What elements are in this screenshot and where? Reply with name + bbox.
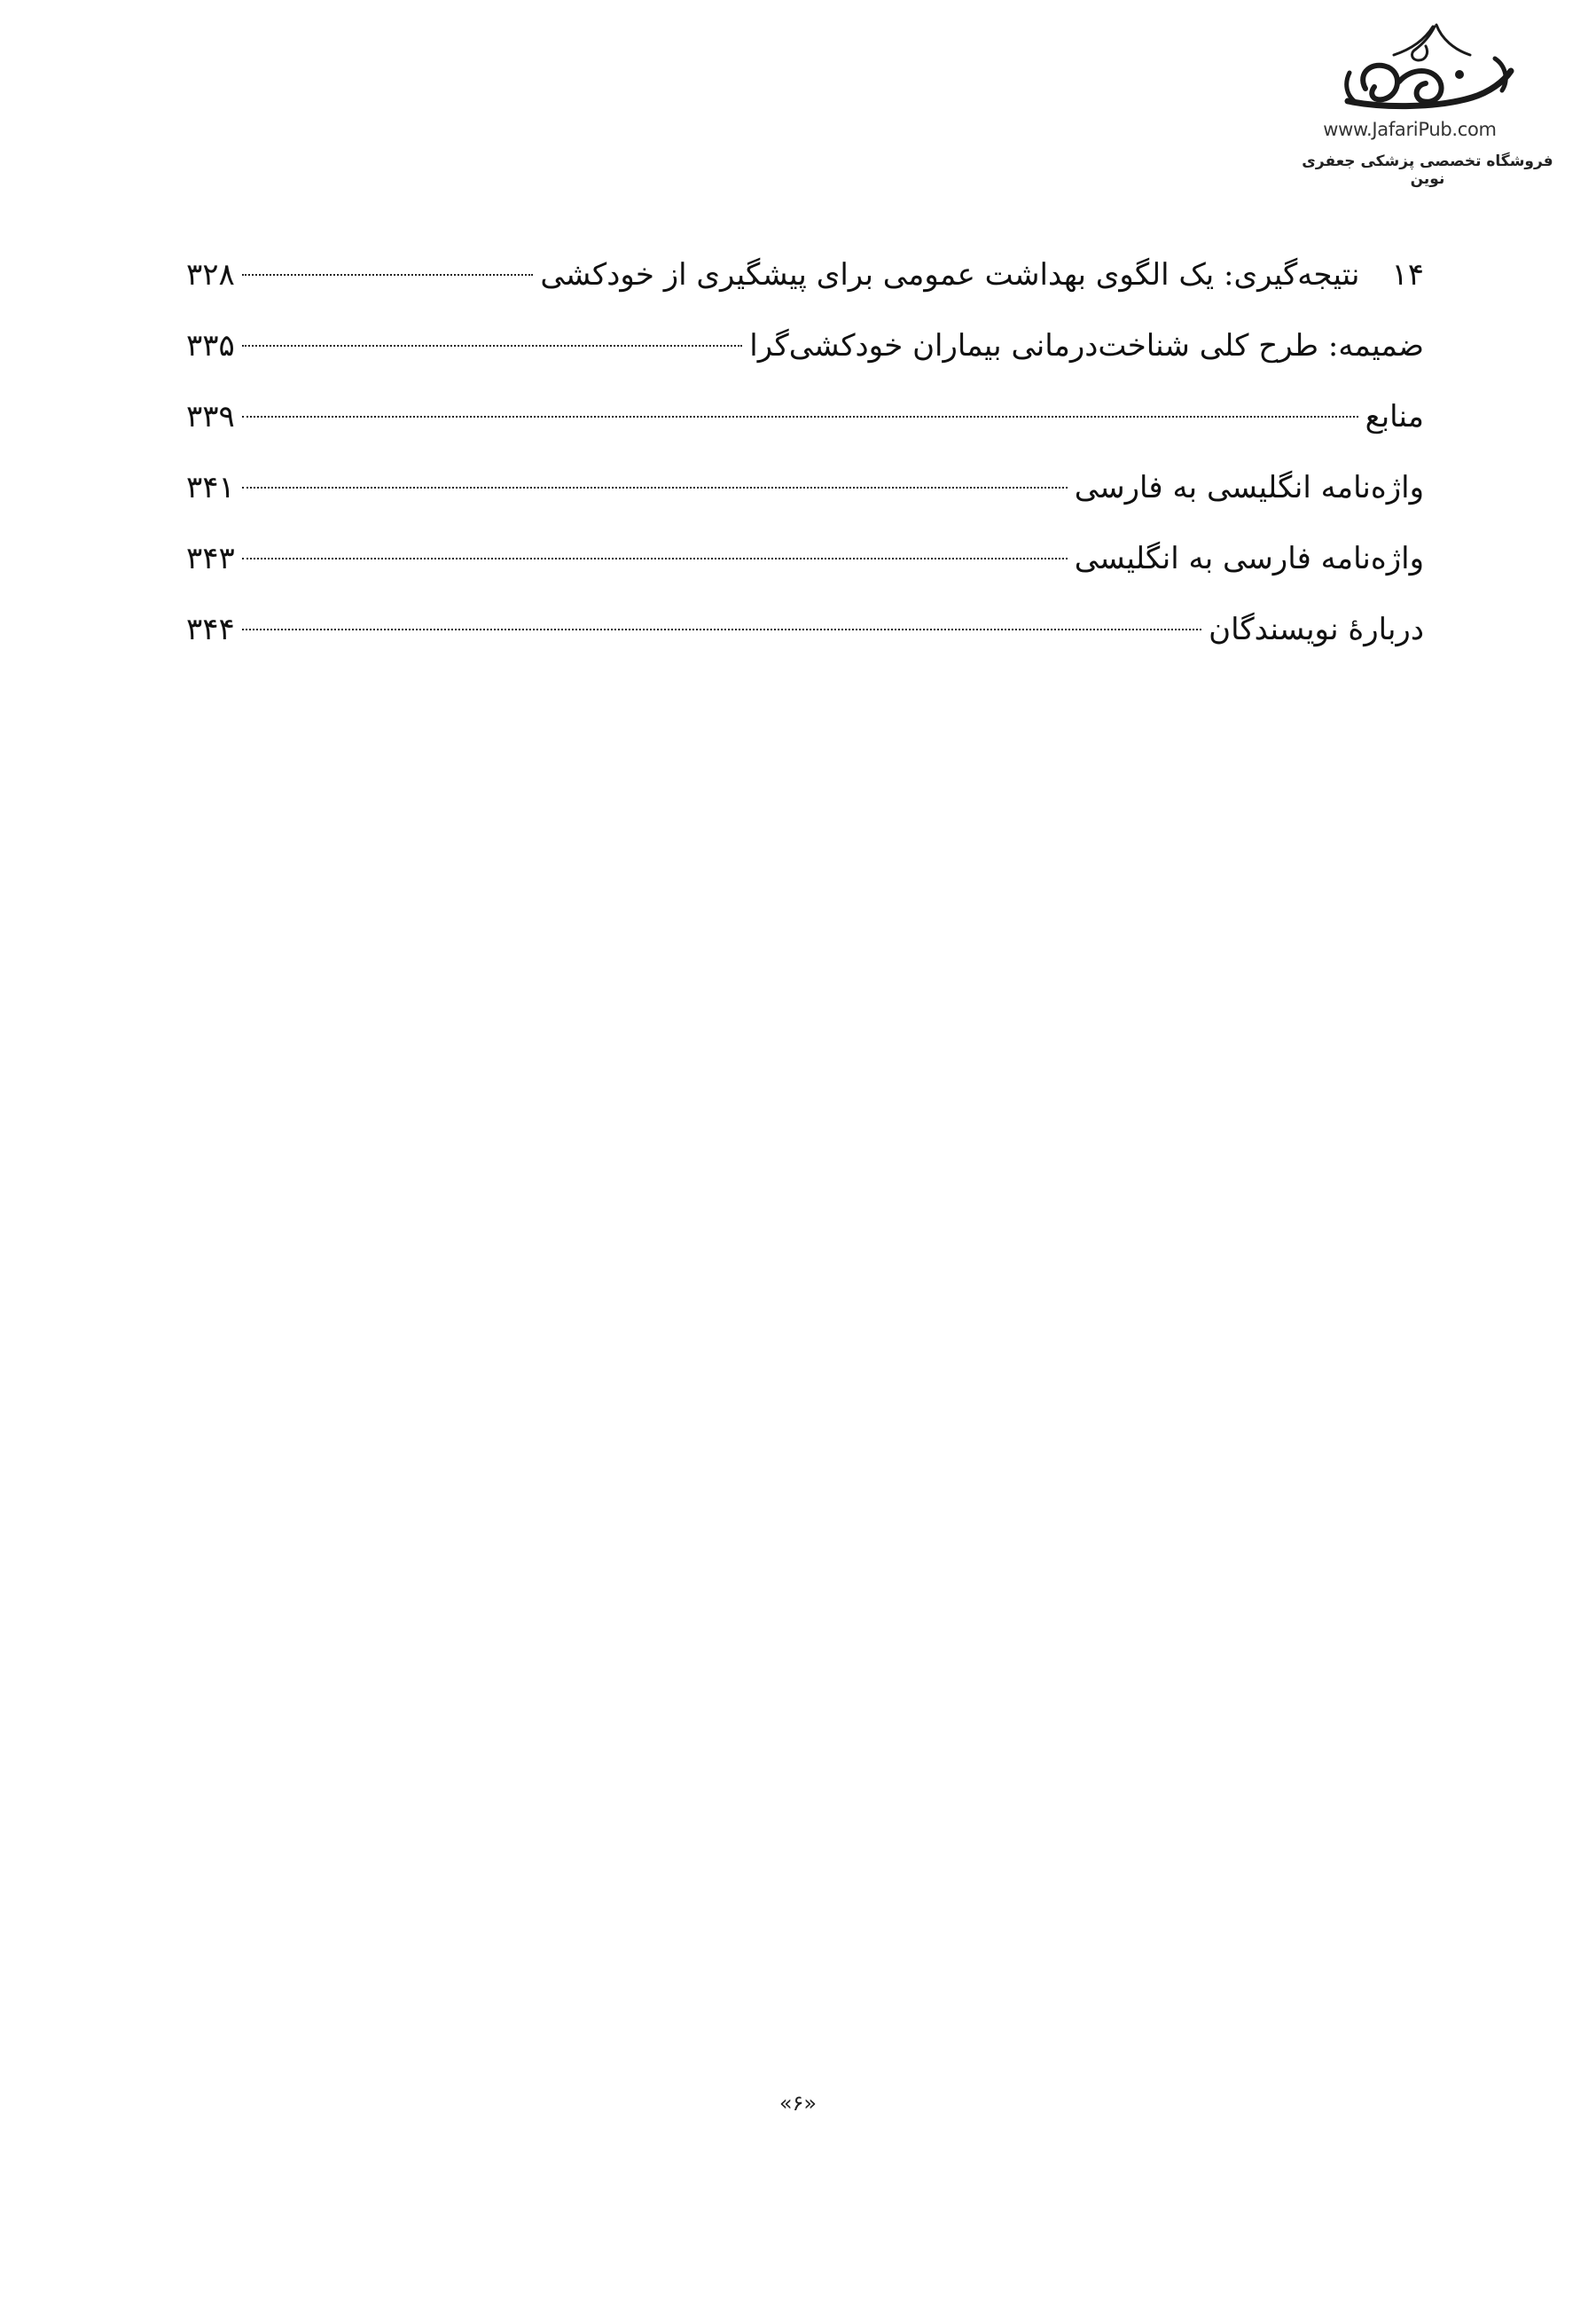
dot-leader — [242, 486, 1068, 489]
toc-entry-title: نتیجه‌گیری: یک الگوی بهداشت عمومی برای پیشگیری از خودکشی — [540, 257, 1360, 293]
publisher-url: www.JafariPub.com — [1323, 119, 1497, 140]
toc-entry — [186, 523, 1424, 594]
toc-entry-title: منابع — [1365, 399, 1424, 434]
toc-entry-title: واژه‌نامه انگلیسی به فارسی — [1074, 470, 1424, 505]
dot-leader — [242, 273, 534, 276]
toc-page-number: ۳۳۵ — [186, 328, 235, 364]
toc-entry-title-group — [540, 239, 1424, 310]
dot-leader — [242, 628, 1201, 630]
toc-entry — [186, 594, 1424, 665]
toc-entry — [186, 452, 1424, 523]
toc-entry-title: ضمیمه: طرح کلی شناخت‌درمانی بیماران خودکشی‌گرا — [749, 328, 1424, 364]
toc-entry — [186, 310, 1424, 381]
toc-entry — [186, 381, 1424, 452]
page-number: «۶» — [778, 2091, 818, 2116]
publisher-tagline: فروشگاه تخصصی پزشکی جعفری نوین — [1302, 153, 1553, 188]
toc-entry-title: واژه‌نامه فارسی به انگلیسی — [1074, 541, 1424, 576]
toc-page-number: ۳۲۸ — [186, 257, 235, 293]
toc-chapter-number: ۱۴ — [1391, 257, 1424, 293]
dot-leader — [242, 557, 1068, 559]
toc-entry-title: دربارهٔ نویسندگان — [1209, 612, 1424, 647]
dot-leader — [242, 415, 1358, 418]
table-of-contents — [186, 239, 1424, 665]
toc-page-number: ۳۴۱ — [186, 470, 235, 505]
publisher-brand — [1295, 20, 1561, 188]
dot-leader — [242, 344, 743, 347]
toc-page-number: ۳۳۹ — [186, 399, 235, 434]
toc-page-number: ۳۴۴ — [186, 612, 235, 647]
toc-page-number: ۳۴۳ — [186, 541, 235, 576]
jafari-logo-icon — [1330, 20, 1525, 126]
toc-entry — [186, 239, 1424, 310]
